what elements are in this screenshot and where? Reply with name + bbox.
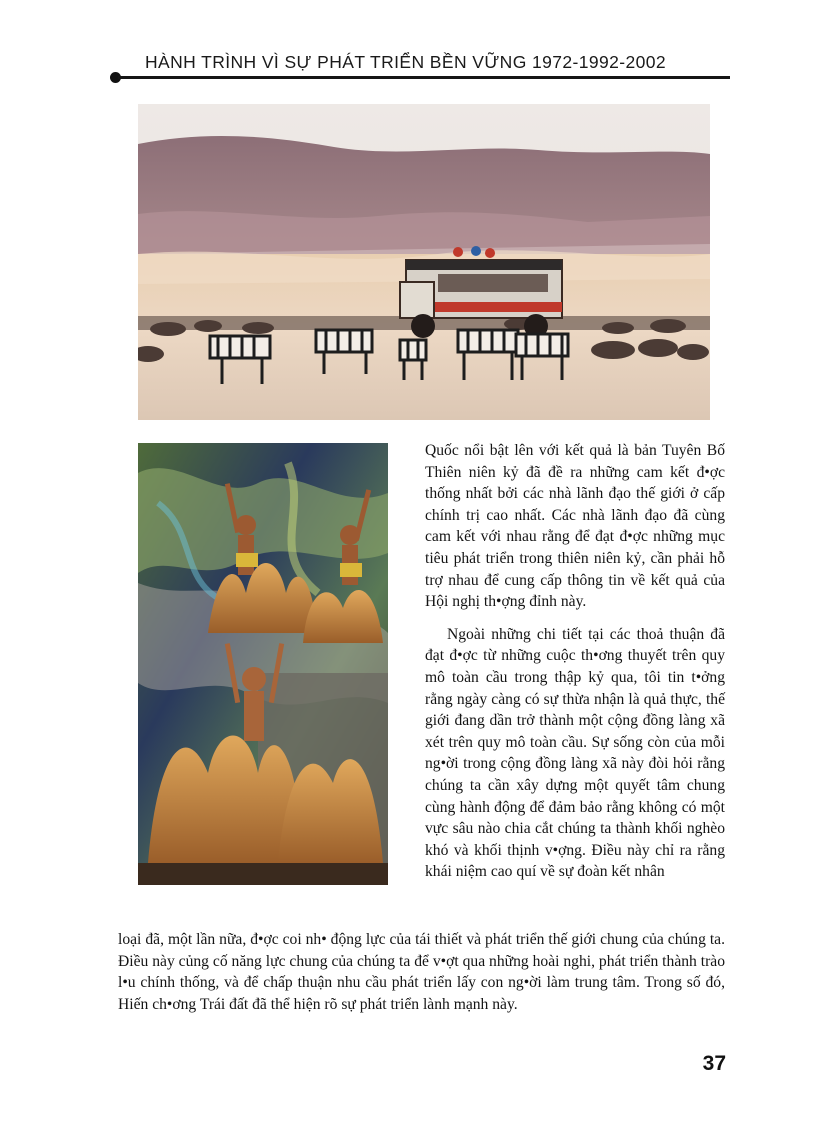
body-full-width xyxy=(118,929,725,1015)
paragraph-continuation: loại đã, một lần nữa, đ•ợc coi nh• động lực của tái thiết và phát triển thế giới chung của chúng ta. Điều này củng cố năng lực chung của chúng ta để v•ợt qua những hoài nghi, phát triển thành trào l•u chính thống, và để chấp thuận nhu cầu phát triển lấy con ng•ời làm trung tâm. Trong số đó, Hiến ch•ơng Trái đất đã thể hiện rõ sự phát triển lành mạnh này. xyxy=(118,931,725,1013)
safari-truck-zebras-photo xyxy=(138,104,710,420)
body-column xyxy=(425,440,725,883)
dancers-photo-art xyxy=(138,443,388,885)
header-rule xyxy=(118,76,730,79)
dancers-performance-photo xyxy=(138,443,388,885)
safari-photo-art xyxy=(138,104,710,420)
paragraph-2: Ngoài những chi tiết tại các thoả thuận đã đạt đ•ợc từ những cuộc th•ơng thuyết trên quy mô toàn cầu trong thập kỷ qua, tôi tin t•ởng rằng ngày càng có sự thừa nhận là quả thực, thế giới đang dần trở thành một cộng đồng làng xã xét trên quy mô toàn cầu. Sự sống còn của mỗi ng•ời trong cộng đồng làng xã này đòi hỏi rằng chúng ta cần xây dựng một quyết tâm chung cùng hành động để đảm bảo rằng không có một vực sâu nào chia cắt chúng ta thành khối nghèo khó và khối thịnh v•ợng. Điều này chỉ ra rằng khái niệm cao quí về sự đoàn kết nhân xyxy=(425,625,725,881)
running-title: HÀNH TRÌNH VÌ SỰ PHÁT TRIỂN BỀN VỮNG 1972-1992-2002 xyxy=(145,52,667,72)
paragraph-1: Quốc nổi bật lên với kết quả là bản Tuyên Bố Thiên niên kỷ đã đề ra những cam kết đ•ợc thống nhất bởi các nhà lãnh đạo thế giới ở cấp chính trị cao nhất. Các nhà lãnh đạo đã cùng cam kết với nhau rằng để đạt đ•ợc những mục tiêu phát triển trong thiên niên kỷ, cần phải hỗ trợ nhau để cung cấp thông tin về kết quả của Hội nghị th•ợng đỉnh này. xyxy=(425,442,725,611)
page-number: 37 xyxy=(702,1052,726,1075)
